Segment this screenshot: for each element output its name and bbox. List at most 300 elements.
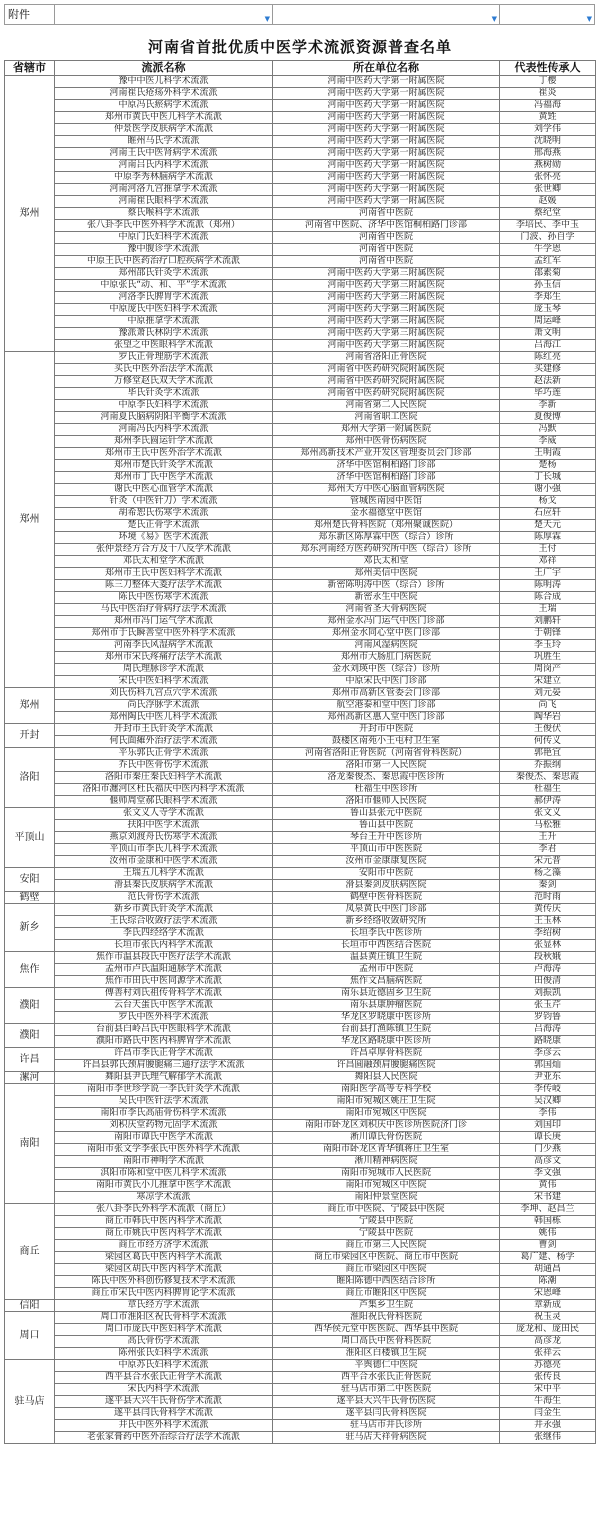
table-row (5, 628, 596, 640)
table-row (5, 448, 596, 460)
heir-cell: 楚杨 (500, 460, 596, 472)
table-row (5, 256, 596, 268)
heir-cell: 杨戈 (500, 496, 596, 508)
school-name-cell: 郑州市楚氏针灸学术流派 (55, 460, 273, 472)
table-row (5, 316, 596, 328)
unit-name-cell: 舞阳县人民医院 (273, 1072, 500, 1084)
school-name-cell: 傅善村刘氏祖传骨科学术流派 (55, 988, 273, 1000)
unit-name-cell: 新密永生中医院 (273, 592, 500, 604)
table-row (5, 1132, 596, 1144)
heir-cell: 李君 (500, 844, 596, 856)
unit-name-cell: 郑东新区陈厚霖中医（综合）诊所 (273, 532, 500, 544)
school-name-cell: 蔡氏喉科学术流派 (55, 208, 273, 220)
school-name-cell: 谢氏中医心血管学术流派 (55, 484, 273, 496)
unit-name-cell: 河南中医药大学第一附属医院 (273, 100, 500, 112)
school-name-cell: 罗氏正骨理筋学术流派 (55, 352, 273, 364)
table-row (5, 928, 596, 940)
school-name-cell: 王氏综合收敛疗法学术流派 (55, 916, 273, 928)
table-row (5, 604, 596, 616)
heir-cell: 毕巧莲 (500, 388, 596, 400)
heir-cell: 宋元普 (500, 856, 596, 868)
filter-cell-heir[interactable] (500, 5, 594, 24)
table-row (5, 340, 596, 352)
unit-name-cell: 济华中医馆桐柏路门诊部 (273, 460, 500, 472)
table-row (5, 1348, 596, 1360)
heir-cell: 邓祥 (500, 556, 596, 568)
city-cell: 南阳 (5, 1084, 55, 1204)
table-row (5, 772, 596, 784)
city-cell: 郑州 (5, 352, 55, 688)
table-row (5, 232, 596, 244)
school-name-cell: 平顶山市李氏儿科学术流派 (55, 844, 273, 856)
dropdown-arrow-icon[interactable]: ▼ (264, 15, 270, 23)
school-name-cell: 郑州市冯门运气学术流派 (55, 616, 273, 628)
table-row (5, 1372, 596, 1384)
unit-name-cell: 郑州楚氏骨科医院（郑州聚诚医院） (273, 520, 500, 532)
city-cell: 新乡 (5, 904, 55, 952)
heir-cell: 姚伟 (500, 1228, 596, 1240)
unit-name-cell: 杜福生中医诊所 (273, 784, 500, 796)
school-name-cell: 中原苏氏妇科学术流派 (55, 1360, 273, 1372)
unit-name-cell: 河南中医药大学第一附属医院 (273, 136, 500, 148)
heir-cell: 萧文明 (500, 328, 596, 340)
heir-cell: 李绍树 (500, 928, 596, 940)
heir-cell: 杜福生 (500, 784, 596, 796)
heir-cell: 吴汉卿 (500, 1096, 596, 1108)
school-name-cell: 商丘市姚氏中医内科学术流派 (55, 1228, 273, 1240)
unit-name-cell: 河南省洛阳正骨医院（河南省骨科医院） (273, 748, 500, 760)
unit-name-cell: 淅川精神病医院 (273, 1156, 500, 1168)
table-row (5, 640, 596, 652)
school-name-cell: 买氏中医外治法学术流派 (55, 364, 273, 376)
unit-name-cell: 长垣李氏中医诊所 (273, 928, 500, 940)
table-row (5, 1060, 596, 1072)
heir-cell: 张传良 (500, 1372, 596, 1384)
heir-cell: 郝伊涛 (500, 796, 596, 808)
unit-name-cell: 孟州市中医院 (273, 964, 500, 976)
unit-name-cell: 南阳市宛城区中医院 (273, 1108, 500, 1120)
school-name-cell: 河南夏氏脑病阴阳平衡学术流派 (55, 412, 273, 424)
unit-name-cell: 南阳市宛城区姚庄卫生院 (273, 1096, 500, 1108)
school-name-cell: 南阳市张文学李张氏中医外科学术流派 (55, 1144, 273, 1156)
heir-cell: 马松雅 (500, 820, 596, 832)
attachment-label: 附件 (5, 5, 55, 24)
unit-name-cell: 西平合水张氏正骨医院 (273, 1372, 500, 1384)
unit-name-cell: 平舆德仁中医院 (273, 1360, 500, 1372)
dropdown-arrow-icon[interactable]: ▼ (491, 15, 497, 23)
heir-cell: 秦俊杰、秦思霞 (500, 772, 596, 784)
school-name-cell: 周氏理脉诊学术流派 (55, 664, 273, 676)
school-name-cell: 舞阳县尹氏理气解郁学术流派 (55, 1072, 273, 1084)
heir-cell: 王明霞 (500, 448, 596, 460)
table-row (5, 616, 596, 628)
table-row (5, 1312, 596, 1324)
heir-cell: 黄伟 (500, 1180, 596, 1192)
heir-cell: 闫金生 (500, 1408, 596, 1420)
table-row (5, 820, 596, 832)
school-name-cell: 河南李氏风湿病学术流派 (55, 640, 273, 652)
unit-name-cell: 淅川谭氏骨伤医院 (273, 1132, 500, 1144)
city-cell: 濮阳 (5, 1024, 55, 1048)
school-name-cell: 新乡市黄氏针灸学术流派 (55, 904, 273, 916)
header-row (5, 61, 596, 76)
school-name-cell: 河洛李氏脾胃学术流派 (55, 292, 273, 304)
unit-name-cell: 南乐县康肿瘤医院 (273, 1000, 500, 1012)
city-cell: 安阳 (5, 868, 55, 892)
school-name-cell: 焦作市田氏中医同源学术流派 (55, 976, 273, 988)
unit-name-cell: 河南中医药大学第三附属医院 (273, 340, 500, 352)
heir-cell: 何传义 (500, 736, 596, 748)
table-row (5, 412, 596, 424)
school-name-cell: 罗氏中医外科学术流派 (55, 1012, 273, 1024)
school-name-cell: 南阳市神明学术流派 (55, 1156, 273, 1168)
school-name-cell: 万修堂赵氏双天学术流派 (55, 376, 273, 388)
heir-cell: 崔炎 (500, 88, 596, 100)
heir-cell: 章新成 (500, 1300, 596, 1312)
school-name-cell: 中原冯氏瘀病学术流派 (55, 100, 273, 112)
table-row (5, 964, 596, 976)
table-row (5, 1096, 596, 1108)
school-name-cell: 仲景医学皮肤病学术流派 (55, 124, 273, 136)
heir-cell: 丁长城 (500, 472, 596, 484)
school-name-cell: 宋氏内科学术流派 (55, 1384, 273, 1396)
heir-cell: 于朝锋 (500, 628, 596, 640)
table-row (5, 1384, 596, 1396)
city-cell: 信阳 (5, 1300, 55, 1312)
table-row (5, 1012, 596, 1024)
table-row (5, 172, 596, 184)
table-row (5, 1216, 596, 1228)
heir-cell: 陈厚霖 (500, 532, 596, 544)
school-name-cell: 范氏骨伤学术流派 (55, 892, 273, 904)
heir-cell: 牛海生 (500, 1396, 596, 1408)
table-row (5, 652, 596, 664)
unit-name-cell: 河南中医药大学第一附属医院 (273, 148, 500, 160)
unit-name-cell: 郑州金水冯门运气中医门诊部 (273, 616, 500, 628)
unit-name-cell: 长垣市中西医结合医院 (273, 940, 500, 952)
heir-cell: 井永强 (500, 1420, 596, 1432)
table-row (5, 1420, 596, 1432)
heir-cell: 韩国栋 (500, 1216, 596, 1228)
table-row (5, 1432, 596, 1444)
school-name-cell: 陈三刀整体大菱疗法学术流派 (55, 580, 273, 592)
unit-name-cell: 芦集乡卫生院 (273, 1300, 500, 1312)
unit-name-cell: 南阳市宛城市人民医院 (273, 1168, 500, 1180)
dropdown-arrow-icon[interactable]: ▼ (586, 15, 592, 23)
school-name-cell: 吴氏中医针法学术流派 (55, 1096, 273, 1108)
table-row (5, 304, 596, 316)
school-name-cell: 中原李氏妇科学术流派 (55, 400, 273, 412)
table-row (5, 112, 596, 124)
table-row (5, 292, 596, 304)
heir-cell: 田俊清 (500, 976, 596, 988)
unit-name-cell: 金水刘瑛中医（综合）诊所 (273, 664, 500, 676)
table-row (5, 1264, 596, 1276)
city-cell: 焦作 (5, 952, 55, 988)
heir-cell: 张祥云 (500, 1348, 596, 1360)
heir-cell: 李文强 (500, 1168, 596, 1180)
heir-cell: 沈晓明 (500, 136, 596, 148)
heir-cell: 刘振凯 (500, 988, 596, 1000)
unit-name-cell: 宁陵县中医院 (273, 1228, 500, 1240)
filter-cell-name[interactable] (55, 5, 273, 24)
heir-cell: 邵素菊 (500, 268, 596, 280)
heir-cell: 邢海燕 (500, 148, 596, 160)
school-name-cell: 云台天蛋氏中医学术流派 (55, 1000, 273, 1012)
school-name-cell: 郑州李氏圆运针学术流派 (55, 436, 273, 448)
unit-name-cell: 凤泉黄氏中医门诊部 (273, 904, 500, 916)
heir-cell: 楚天元 (500, 520, 596, 532)
school-name-cell: 环境《易》医学术流派 (55, 532, 273, 544)
school-name-cell: 尚氏浮脉学术流派 (55, 700, 273, 712)
school-name-cell: 中原张氏“动、和、平”学术流派 (55, 280, 273, 292)
unit-name-cell: 郑州天方中医心脑血管病医院 (273, 484, 500, 496)
school-name-cell: 豫派萧氏林阴学术流派 (55, 328, 273, 340)
table-row (5, 592, 596, 604)
city-cell: 濮阳 (5, 988, 55, 1024)
table-row (5, 196, 596, 208)
school-name-cell: 陈氏中医外科创伤修复技术学术流派 (55, 1276, 273, 1288)
unit-name-cell: 南阳医学高等专科学校 (273, 1084, 500, 1096)
unit-name-cell: 宁陵县中医院 (273, 1216, 500, 1228)
table-row (5, 976, 596, 988)
table-row (5, 1084, 596, 1096)
heir-cell: 张怀亮 (500, 172, 596, 184)
table-row (5, 268, 596, 280)
school-name-cell: 南阳市李氏高庙骨伤科学术流派 (55, 1108, 273, 1120)
heir-cell: 曹剑 (500, 1240, 596, 1252)
table-row (5, 832, 596, 844)
unit-name-cell: 河南省职工医院 (273, 412, 500, 424)
school-name-cell: 邓氏太和堂学术流派 (55, 556, 273, 568)
city-cell: 平顶山 (5, 808, 55, 868)
school-name-cell: 许昌市李氏正骨学术流派 (55, 1048, 273, 1060)
school-name-cell: 河南河洛九宫推拿学术流派 (55, 184, 273, 196)
school-name-cell: 许昌县郭氏颈肩腰腿痛三通疗法学术流派 (55, 1060, 273, 1072)
heir-cell: 陶华岩 (500, 712, 596, 724)
school-name-cell: 马氏中医治疗骨病疗法学术流派 (55, 604, 273, 616)
school-name-cell: 周口市淮阳区祝氏骨科学术流派 (55, 1312, 273, 1324)
table-row (5, 1036, 596, 1048)
table-row (5, 952, 596, 964)
table-row (5, 184, 596, 196)
school-name-cell: 郑州市黄氏中医儿科学术流派 (55, 112, 273, 124)
table-row (5, 532, 596, 544)
table-row (5, 676, 596, 688)
school-name-cell: 陈氏中医伤寒学术流派 (55, 592, 273, 604)
heir-cell: 买建修 (500, 364, 596, 376)
table-row (5, 736, 596, 748)
heir-cell: 张显林 (500, 940, 596, 952)
heir-cell: 高彦龙 (500, 1336, 596, 1348)
heir-cell: 周岗产 (500, 664, 596, 676)
table-row (5, 1156, 596, 1168)
unit-name-cell: 汝州市金康康复医院 (273, 856, 500, 868)
school-name-cell: 周口市庞氏中医妇科学术流派 (55, 1324, 273, 1336)
unit-name-cell: 琴台王升中医诊所 (273, 832, 500, 844)
heir-cell: 庞玉琴 (500, 304, 596, 316)
unit-name-cell: 商丘市梁园区中医院、商丘市中医院 (273, 1252, 500, 1264)
unit-name-cell: 滑县秦剑皮肤病医院 (273, 880, 500, 892)
table-row (5, 1192, 596, 1204)
table-row (5, 700, 596, 712)
school-name-cell: 梁园区葛氏中医内科学术流派 (55, 1252, 273, 1264)
heir-cell: 刘元晏 (500, 688, 596, 700)
table-body (5, 76, 596, 1444)
table-row (5, 1324, 596, 1336)
unit-name-cell: 鹤壁中医骨科医院 (273, 892, 500, 904)
unit-name-cell: 河南省中医院 (273, 208, 500, 220)
table-row (5, 136, 596, 148)
city-cell: 洛阳 (5, 748, 55, 808)
school-name-cell: 偃师周堂郝氏眼科学术流派 (55, 796, 273, 808)
school-name-cell: 梁园区胡氏中医内科学术流派 (55, 1264, 273, 1276)
table-row (5, 436, 596, 448)
school-name-cell: 孟州市卢氏温阳通脉学术流派 (55, 964, 273, 976)
table-row (5, 664, 596, 676)
filter-cell-unit[interactable] (273, 5, 500, 24)
table-row (5, 1144, 596, 1156)
heir-cell: 胡通昌 (500, 1264, 596, 1276)
table-row (5, 988, 596, 1000)
school-name-cell: 高氏骨伤学术流派 (55, 1336, 273, 1348)
school-name-cell: 中原门氏妇科学术流派 (55, 232, 273, 244)
table-row (5, 880, 596, 892)
school-name-cell: 中原庞氏中医妇科学术流派 (55, 304, 273, 316)
table-row (5, 1276, 596, 1288)
school-name-cell: 刘积庆堂药物元固学术流派 (55, 1120, 273, 1132)
heir-cell: 刘学伟 (500, 124, 596, 136)
unit-name-cell: 郑州市大肠肛门病医院 (273, 652, 500, 664)
heir-cell: 黄甡 (500, 112, 596, 124)
unit-name-cell: 郑州金水同心堂中医门诊部 (273, 628, 500, 640)
heir-cell: 段秋娥 (500, 952, 596, 964)
table-row (5, 1240, 596, 1252)
table-row (5, 1180, 596, 1192)
table-row (5, 808, 596, 820)
unit-name-cell: 驻马店市井氏诊所 (273, 1420, 500, 1432)
heir-cell: 王瑞 (500, 604, 596, 616)
unit-name-cell: 鼓楼区南苑小王屯村卫生室 (273, 736, 500, 748)
unit-name-cell: 商丘市睢阳区中医院 (273, 1288, 500, 1300)
table-row (5, 496, 596, 508)
table-row (5, 712, 596, 724)
unit-name-cell: 河南省中医院 (273, 244, 500, 256)
school-name-cell: 商丘市宋氏中医内科脾胃论学术流派 (55, 1288, 273, 1300)
unit-name-cell: 平顶山市中医医院 (273, 844, 500, 856)
table-row (5, 784, 596, 796)
school-name-cell: 中原王氏中医药治疗口腔疾病学术流派 (55, 256, 273, 268)
unit-name-cell: 河南中医药大学第三附属医院 (273, 280, 500, 292)
unit-name-cell: 河南中医药大学第一附属医院 (273, 76, 500, 88)
heir-cell: 范时雨 (500, 892, 596, 904)
school-name-cell: 商丘市韩氏中医内科学术流派 (55, 1216, 273, 1228)
unit-name-cell: 许昌卓厚骨科医院 (273, 1048, 500, 1060)
unit-name-cell: 郑州高新区惠人堂中医门诊部 (273, 712, 500, 724)
school-name-cell: 平乐郭氏正骨学术流派 (55, 748, 273, 760)
unit-name-cell: 河南中医药大学第三附属医院 (273, 292, 500, 304)
school-name-cell: 郑州陶氏中医儿科学术流派 (55, 712, 273, 724)
table-row (5, 148, 596, 160)
school-name-cell: 开封市王氏针灸学术流派 (55, 724, 273, 736)
city-cell: 驻马店 (5, 1360, 55, 1444)
table-row (5, 1300, 596, 1312)
school-name-cell: 中原李秀林脑病学术流派 (55, 172, 273, 184)
table-row (5, 748, 596, 760)
table-row (5, 1408, 596, 1420)
school-name-cell: 井氏中医外科学术流派 (55, 1420, 273, 1432)
unit-name-cell: 河南中医药大学第一附属医院 (273, 88, 500, 100)
unit-name-cell: 新密陈明涛中医（综合）诊所 (273, 580, 500, 592)
school-name-cell: 河南吕氏内科学术流派 (55, 160, 273, 172)
school-name-cell: 汝州市金康和中医学术流派 (55, 856, 273, 868)
unit-name-cell: 河南省圣大骨病医院 (273, 604, 500, 616)
table-row (5, 460, 596, 472)
unit-name-cell: 台前县打渔陈镇卫生院 (273, 1024, 500, 1036)
unit-name-cell: 河南中医药大学第一附属医院 (273, 112, 500, 124)
school-name-cell: 遂平县大兴牛氏骨伤学术流派 (55, 1396, 273, 1408)
heir-cell: 王广宇 (500, 568, 596, 580)
heir-cell: 李伟 (500, 1108, 596, 1120)
heir-cell: 李新 (500, 400, 596, 412)
table-row (5, 352, 596, 364)
unit-name-cell: 商丘市第三人民医院 (273, 1240, 500, 1252)
table-row (5, 124, 596, 136)
school-name-cell: 滑县秦氏皮肤病学术流派 (55, 880, 273, 892)
unit-name-cell: 河南省中医药研究院附属医院 (273, 376, 500, 388)
heir-cell: 郭国灿 (500, 1060, 596, 1072)
heir-cell: 吕海涛 (500, 1024, 596, 1036)
heir-cell: 尚飞 (500, 700, 596, 712)
school-name-cell: 寒凉学术流派 (55, 1192, 273, 1204)
table-row (5, 244, 596, 256)
school-name-cell: 河南王氏中医肾病学术流派 (55, 148, 273, 160)
unit-name-cell: 河南中医药大学第三附属医院 (273, 328, 500, 340)
table-row (5, 856, 596, 868)
school-name-cell: 郑州市丁氏中医学术流派 (55, 472, 273, 484)
unit-name-cell: 鲁山县张元中医院 (273, 808, 500, 820)
school-name-cell: 郑州邵氏针灸学术流派 (55, 268, 273, 280)
school-name-cell: 洛阳市瀍河区杜氏福庆中医内科学术流派 (55, 784, 273, 796)
unit-name-cell: 河南风湿病医院 (273, 640, 500, 652)
unit-name-cell: 商丘市中医院、宁陵县中医院 (273, 1204, 500, 1216)
school-name-cell: 章氏经方学术流派 (55, 1300, 273, 1312)
unit-name-cell: 郑东河南经方医药研究所中医（综合）诊所 (273, 544, 500, 556)
heir-cell: 夏俊博 (500, 412, 596, 424)
unit-name-cell: 鲁山县中医院 (273, 820, 500, 832)
heir-cell: 赵法新 (500, 376, 596, 388)
school-name-cell: 西平县合水张氏正骨学术流派 (55, 1372, 273, 1384)
unit-name-cell: 郑州大学第一附属医院 (273, 424, 500, 436)
unit-name-cell: 驻马店市第二中医医院 (273, 1384, 500, 1396)
table-row (5, 364, 596, 376)
table-row (5, 1048, 596, 1060)
school-name-cell: 张望之中医眼科学术流派 (55, 340, 273, 352)
school-name-cell: 陈州张氏妇科学术流派 (55, 1348, 273, 1360)
table-row (5, 424, 596, 436)
heir-cell: 冯默 (500, 424, 596, 436)
unit-name-cell: 开封市中医院 (273, 724, 500, 736)
heir-cell: 李传岐 (500, 1084, 596, 1096)
unit-name-cell: 河南中医药大学第三附属医院 (273, 316, 500, 328)
table-row (5, 1024, 596, 1036)
table-row (5, 1072, 596, 1084)
school-name-cell: 焦作市温县段氏中医疗法学术流派 (55, 952, 273, 964)
unit-name-cell: 邓氏太和堂 (273, 556, 500, 568)
school-name-cell: 豫中中医儿科学术流派 (55, 76, 273, 88)
unit-name-cell: 周口高氏中医骨科医院 (273, 1336, 500, 1348)
table-row (5, 556, 596, 568)
